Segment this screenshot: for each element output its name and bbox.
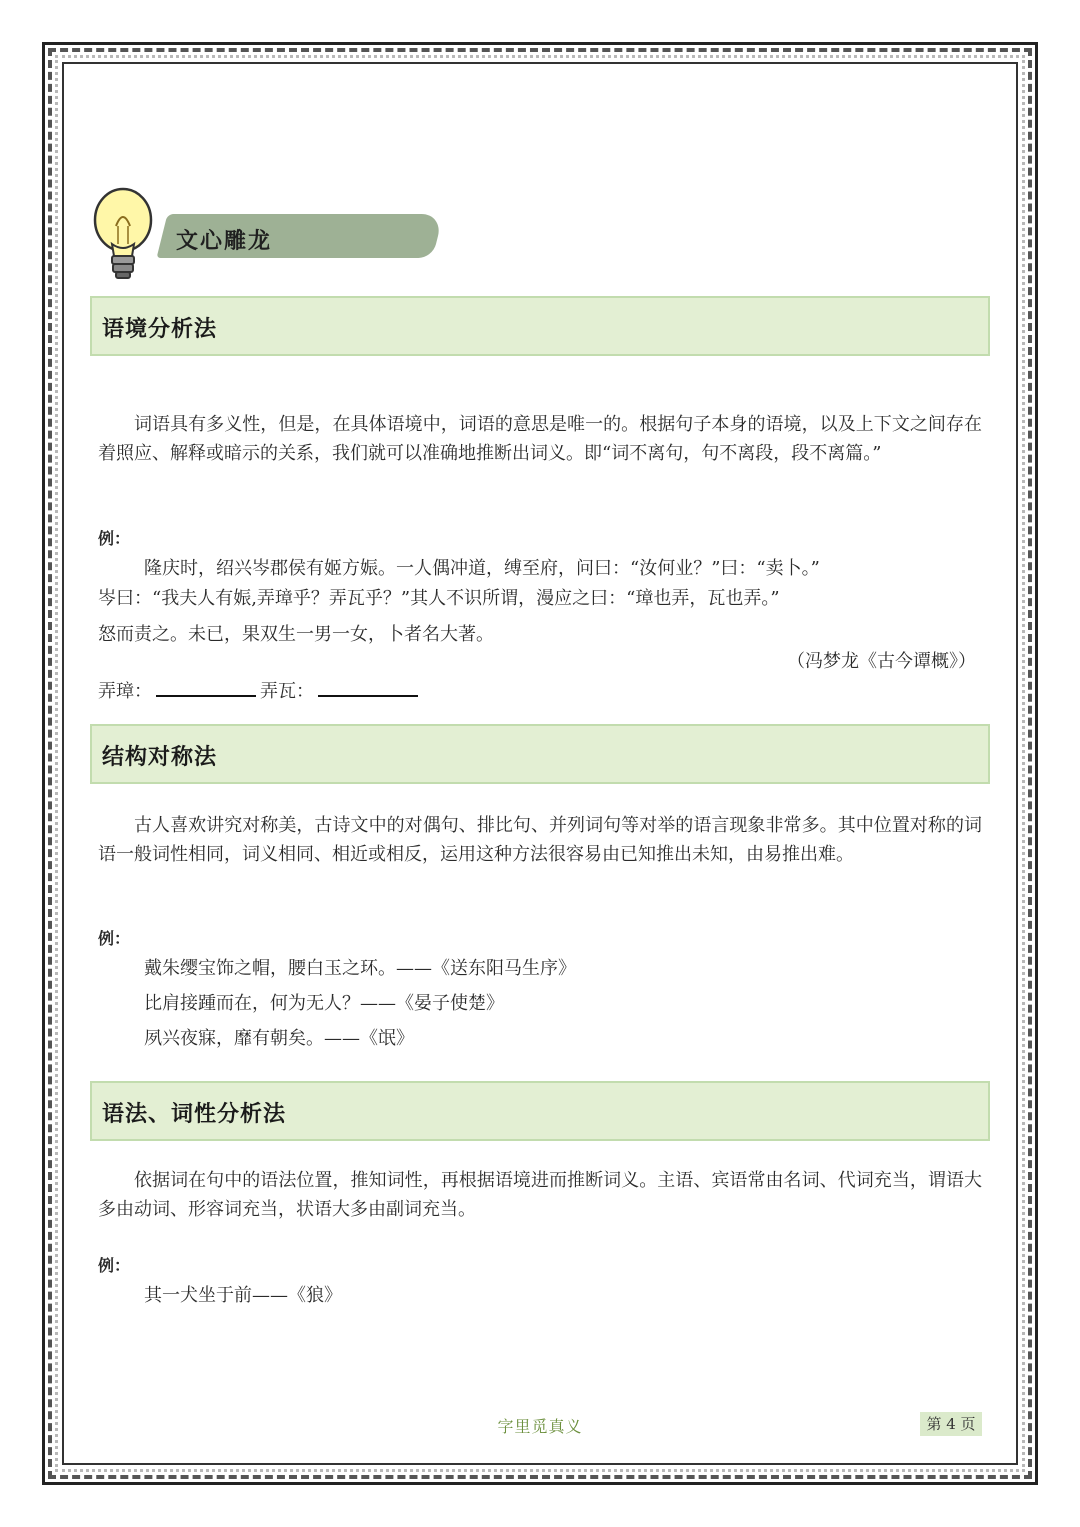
lightbulb-icon xyxy=(92,186,154,282)
example-source: （冯梦龙《古今谭概》） xyxy=(787,651,976,672)
example-label: 例： xyxy=(98,529,131,548)
example-line: 隆庆时，绍兴岑郡侯有姬方娠。一人偶冲道，缚至府，问曰：“汝何业？”曰：“卖卜。” xyxy=(144,558,820,579)
example-label: 例： xyxy=(98,929,131,948)
page-number: 第 4 页 xyxy=(920,1412,982,1436)
example-line: 怒而责之。未已，果双生一男一女，卜者名大著。 xyxy=(98,624,494,645)
answer-blank xyxy=(318,681,418,697)
section-heading-symmetry xyxy=(90,724,990,784)
section-heading-grammar xyxy=(90,1081,990,1141)
section-heading-context xyxy=(90,296,990,356)
example-line: 夙兴夜寐，靡有朝矣。——《氓》 xyxy=(144,1028,414,1049)
example-line: 戴朱缨宝饰之帽，腰白玉之环。——《送东阳马生序》 xyxy=(144,958,576,979)
section-paragraph: 古人喜欢讲究对称美，古诗文中的对偶句、排比句、并列词句等对举的语言现象非常多。其中位置对称的词语一般词性相同，词义相同、相近或相反，运用这种方法很容易由已知推出未知，由易推出难。 xyxy=(98,815,982,865)
section-heading-text: 语法、词性分析法 xyxy=(102,1102,287,1127)
blank-label: 弄璋： xyxy=(98,681,152,702)
example-label: 例： xyxy=(98,1256,131,1275)
footer-caption: 字里觅真义 xyxy=(497,1417,583,1436)
section-heading-text: 语境分析法 xyxy=(102,317,218,342)
example-line: 比肩接踵而在，何为无人？——《晏子使楚》 xyxy=(144,993,504,1014)
banner-title: 文心雕龙 xyxy=(176,229,273,254)
example-line: 岑曰：“我夫人有娠,弄璋乎？弄瓦乎？”其人不识所谓，漫应之曰：“璋也弄，瓦也弄。” xyxy=(98,588,780,609)
fill-in-blank-row xyxy=(98,677,422,703)
answer-blank xyxy=(156,681,256,697)
section-paragraph: 依据词在句中的语法位置，推知词性，再根据语境进而推断词义。主语、宾语常由名词、代词充当，谓语大多由动词、形容词充当，状语大多由副词充当。 xyxy=(98,1170,982,1220)
section-heading-text: 结构对称法 xyxy=(102,745,218,770)
blank-label: 弄瓦： xyxy=(260,681,314,702)
section-paragraph: 词语具有多义性，但是，在具体语境中，词语的意思是唯一的。根据句子本身的语境，以及上下文之间存在着照应、解释或暗示的关系，我们就可以准确地推断出词义。即“词不离句，句不离段，段不离篇。” xyxy=(98,414,982,464)
example-line: 其一犬坐于前——《狼》 xyxy=(144,1285,342,1306)
chapter-banner xyxy=(92,186,352,282)
